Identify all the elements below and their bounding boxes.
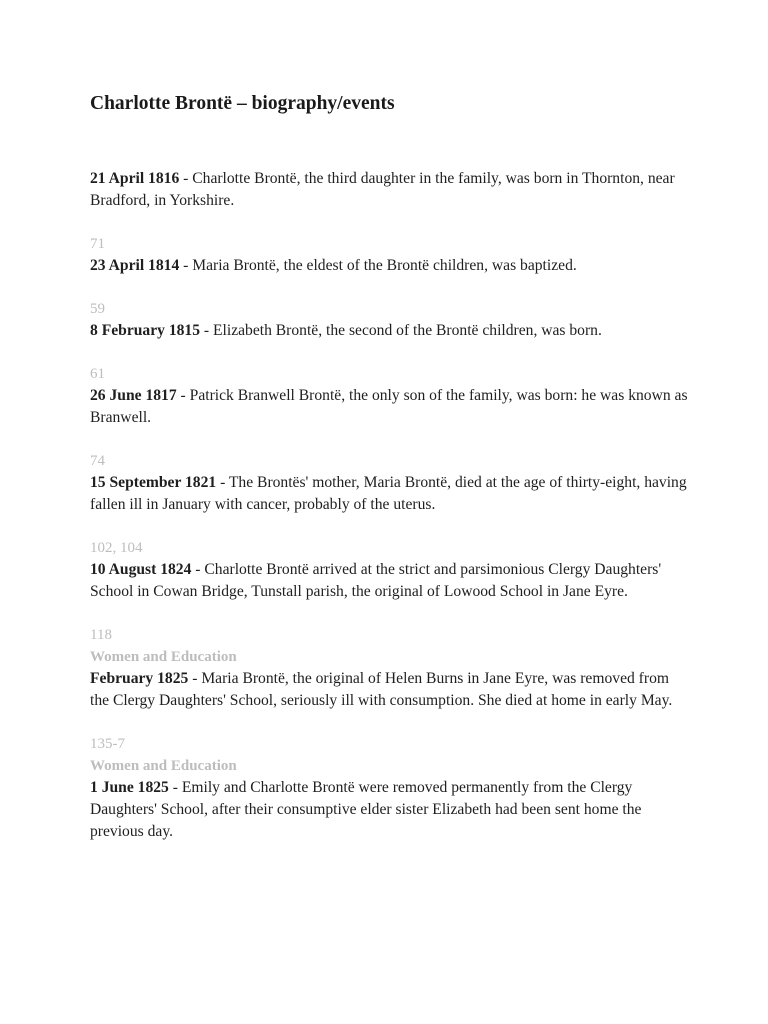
page-reference: 135-7: [90, 736, 125, 752]
event-text: [90, 385, 690, 429]
timeline-entry: [90, 450, 690, 516]
event-date: February 1825: [90, 670, 189, 687]
event-text: [90, 668, 690, 712]
event-description: - Maria Brontë, the eldest of the Brontë children, was baptized.: [179, 257, 577, 274]
event-description: - Charlotte Brontë arrived at the strict and parsimonious Clergy Daughters' School in Cowan Bridge, Tunstall parish, the original of Lowood School in Jane Eyre.: [90, 561, 662, 600]
event-text: [90, 255, 690, 277]
page-reference: 71: [90, 236, 105, 252]
event-date: 21 April 1816: [90, 170, 180, 187]
event-date: 8 February 1815: [90, 322, 201, 339]
timeline-entry: [90, 624, 690, 712]
event-text: [90, 472, 690, 516]
timeline-entry: [90, 168, 690, 212]
event-date: 23 April 1814: [90, 257, 180, 274]
timeline-entry: [90, 363, 690, 429]
timeline-entry: [90, 233, 690, 277]
event-description: - Charlotte Brontë, the third daughter in the family, was born in Thornton, near Bradford, in Yorkshire.: [90, 170, 675, 209]
event-date: 1 June 1825: [90, 779, 169, 796]
event-date: 10 August 1824: [90, 561, 192, 578]
page-title: Charlotte Brontë – biography/events: [90, 93, 395, 114]
topic-label: Women and Education: [90, 758, 237, 774]
page-reference: 102, 104: [90, 540, 143, 556]
event-description: - Patrick Branwell Brontë, the only son of the family, was born: he was known as Branwell.: [90, 387, 688, 426]
event-text: [90, 777, 690, 843]
event-description: - The Brontës' mother, Maria Brontë, died at the age of thirty-eight, having fallen ill in January with cancer, probably of the uterus.: [90, 474, 687, 513]
event-description: - Emily and Charlotte Brontë were removed permanently from the Clergy Daughters' School, after their consumptive elder sister Elizabeth had been sent home the previous day.: [90, 779, 642, 840]
timeline-entry: [90, 733, 690, 843]
event-description: - Elizabeth Brontë, the second of the Brontë children, was born.: [200, 322, 602, 339]
event-date: 26 June 1817: [90, 387, 177, 404]
event-description: - Maria Brontë, the original of Helen Burns in Jane Eyre, was removed from the Clergy Daughters' School, seriously ill with consumption. She died at home in early May.: [90, 670, 673, 709]
event-text: [90, 320, 690, 342]
document-page: [90, 90, 690, 864]
page-reference: 74: [90, 453, 105, 469]
timeline-entry: [90, 537, 690, 603]
event-text: [90, 168, 690, 212]
page-reference: 61: [90, 366, 105, 382]
event-date: 15 September 1821: [90, 474, 217, 491]
topic-label: Women and Education: [90, 649, 237, 665]
page-reference: 59: [90, 301, 105, 317]
event-text: [90, 559, 690, 603]
page-reference: 118: [90, 627, 112, 643]
timeline-entry: [90, 298, 690, 342]
